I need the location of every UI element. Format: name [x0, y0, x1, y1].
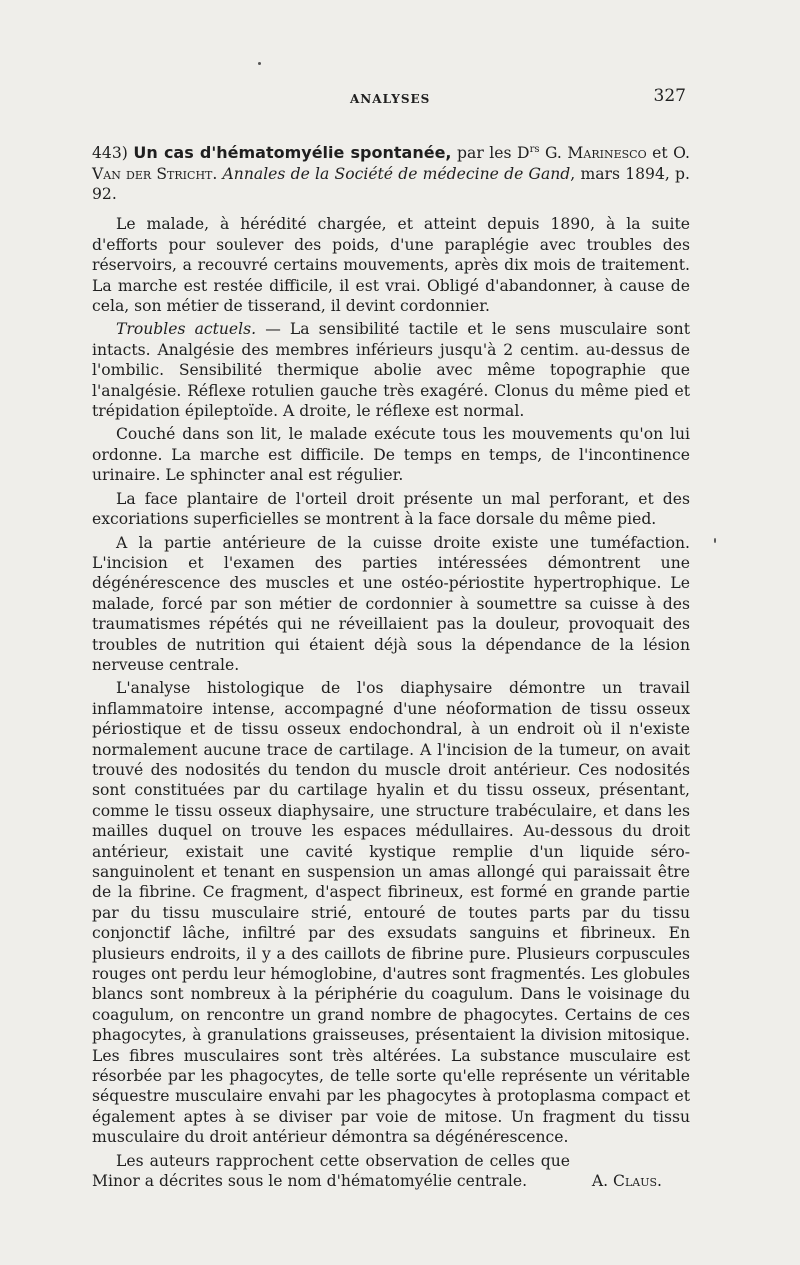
drs-superscript: rs [529, 144, 540, 155]
entry-title: Un cas d'hématomyélie spontanée, [133, 143, 452, 163]
running-head: ANALYSES [350, 92, 431, 106]
paragraph-1: Le malade, à hérédité chargée, et atteint depuis 1890, à la suite d'efforts pour soulever des poids, d'une paraplégie avec troubles des réservoirs, a recouvré certains mouvements, après dix mois de traitement. La marche est restée difficile, il est vrai. Obligé d'abandonner, à cause de cela, son métier de tisserand, il devint cordonnier. [92, 215, 690, 316]
paragraph-6: L'analyse histologique de l'os diaphysaire démontre un travail inflammatoire intense, accompagné d'une néoformation de tissu osseux périostique et de tissu osseux endochondral, à un endroit où il n'existe normalement aucune trace de cartilage. A l'incision de la tumeur, on avait trouvé des nodosités du tendon du muscle droit antérieur. Ces nodosités sont constituées par du cartilage hyalin et du tissu osseux, présentant, comme le tissu osseux diaphysaire, une structure trabéculaire, et dans les mailles duquel on trouve les espaces médullaires. Au-dessous du droit antérieur, existait une cavité kystique remplie d'un liquide séro-sanguinolent et tenant en suspension un amas allongé qui paraissait être de la fibrine. Ce fragment, d'aspect fibrineux, est formé en grande partie par du tissu musculaire strié, entouré de toutes parts par du tissu conjonctif lâche, infiltré par des exsudats sanguins et fibrineux. En plusieurs endroits, il y a des caillots de fibrine pure. Plusieurs corpuscules rouges ont perdu leur hémoglobine, d'autres sont fragmentés. Les globules blancs sont nombreux à la périphérie du coagulum. Dans le voisinage du coagulum, on rencontre un grand nombre de phagocytes. Certains de ces phagocytes, à granulations graisseuses, présentaient la division mitosique. Les fibres musculaires sont très altérées. La substance musculaire est résorbée par les phagocytes, de telle sorte qu'elle représente un véritable séquestre musculaire envahi par les phagocytes à protoplasma compact et également aptes à se diviser par voie de mitose. Un fragment du tissu musculaire du droit antérieur démontra sa dégénérescence. [92, 679, 690, 1147]
subheading-troubles: Troubles actuels. [116, 320, 257, 339]
text-column [92, 140, 690, 1195]
byline-sep: . [212, 164, 223, 183]
paragraph-5: A la partie antérieure de la cuisse droite existe une tuméfaction. L'incision et l'examen des parties intéressées démontrent une dégénérescence des muscles et une ostéo-périostite hypertrophique. Le malade, forcé par son métier de cordonnier à soumettre sa cuisse à des traumatismes répétés qui ne réveillaient pas la douleur, provoquait des troubles de nutrition qui étaient déjà sous la dépendance de la lésion nerveuse centrale. [92, 533, 690, 674]
byline-pre: par les D [451, 144, 530, 163]
date-pages: , mars 1894, p. 92. [92, 164, 690, 203]
paragraph-2-text: — La sensibilité tactile et le sens musculaire sont intacts. Analgésie des membres inférieurs jusqu'à 2 centim. au-dessus de l'ombilic. Sensibilité thermique abolie avec même topographie que l'analgésie. Réflexe rotulien gauche très exagéré. Clonus du même pied et trépidation épileptoïde. A droite, le réflexe est normal. [92, 320, 690, 421]
paragraph-7-text: Les auteurs rapprochent cette observation de celles que Minor a décrites sous le nom d'hématomyélie centrale. [92, 1151, 570, 1191]
paragraph-2 [92, 319, 690, 421]
paragraph-7 [92, 1151, 690, 1192]
journal-title: Annales de la Société de médecine de Gand [222, 164, 571, 183]
byline-and: et O. [646, 144, 690, 163]
page-header [90, 86, 690, 110]
paragraph-3: Couché dans son lit, le malade exécute tous les mouvements qu'on lui ordonne. La marche est difficile. De temps en temps, de l'incontinence urinaire. Le sphincter anal est régulier. [92, 425, 690, 485]
paragraph-4: La face plantaire de l'orteil droit présente un mal perforant, et des excoriations superficielles se montrent à la face dorsale du même pied. [92, 489, 690, 529]
entry-number: 443) [92, 144, 128, 163]
print-speck [258, 62, 261, 65]
page-number: 327 [653, 86, 686, 106]
signature: A. Claus. [591, 1172, 662, 1191]
entry-heading [92, 140, 690, 204]
author-2: Van der Stricht [92, 164, 213, 183]
print-speck [714, 538, 716, 543]
author-1: G. Marinesco [539, 144, 647, 163]
